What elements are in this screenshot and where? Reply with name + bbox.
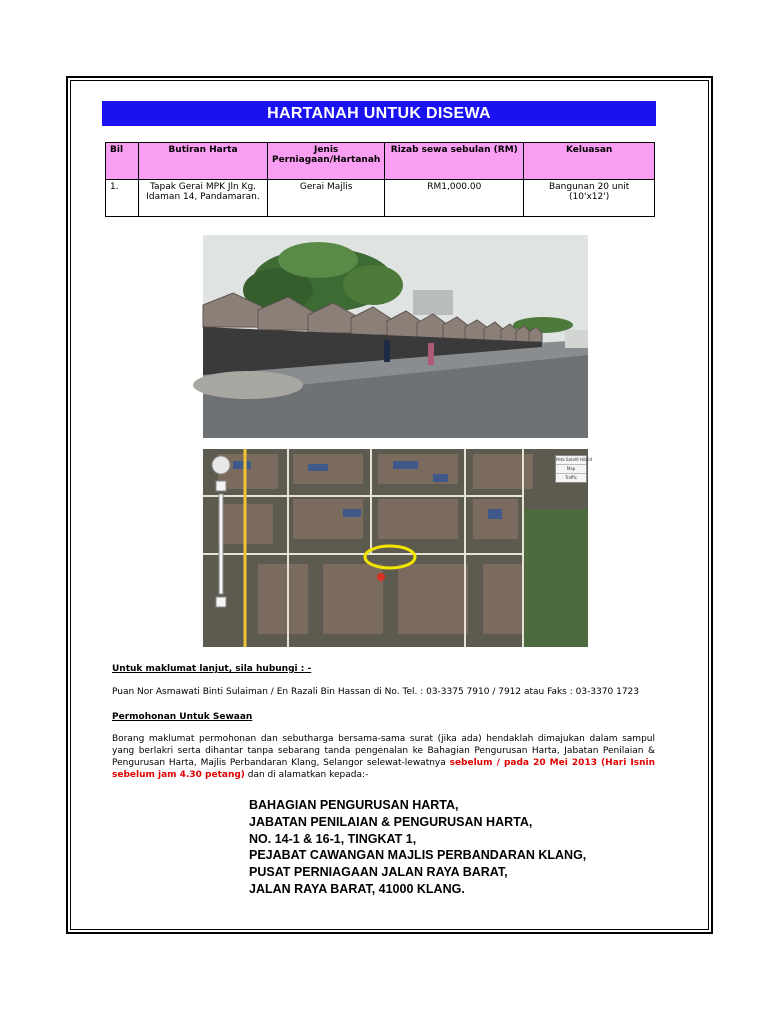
application-deadline: sebelum / pada 20 Mei 2013 (Hari Isnin sebelum jam 4.30 petang)	[112, 758, 655, 780]
col-header-jenis: Jenis Perniagaan/Hartanah	[268, 143, 385, 180]
col-header-bil: Bil	[106, 143, 139, 180]
site-photo	[203, 235, 588, 438]
address-line: PUSAT PERNIAGAAN JALAN RAYA BARAT,	[249, 865, 508, 880]
application-body-text-2: dan di alamatkan kepada:-	[244, 770, 369, 780]
contact-heading: Untuk maklumat lanjut, sila hubungi : -	[112, 664, 312, 674]
map-type-control[interactable]	[555, 455, 593, 483]
property-table	[105, 142, 655, 217]
address-line: JABATAN PENILAIAN & PENGURUSAN HARTA,	[249, 814, 533, 829]
page-title: HARTANAH UNTUK DISEWA	[102, 101, 656, 126]
map-type-map-option[interactable]: Map	[556, 465, 586, 474]
location-map[interactable]	[203, 449, 593, 647]
keluasan-line-2: (10'x12')	[569, 192, 610, 202]
address-line: BAHAGIAN PENGURUSAN HARTA,	[249, 798, 459, 812]
table-header-row	[106, 143, 655, 180]
col-header-keluasan: Keluasan	[524, 143, 655, 180]
col-header-butiran: Butiran Harta	[139, 143, 268, 180]
address-line: PEJABAT CAWANGAN MAJLIS PERBANDARAN KLANG,	[249, 848, 587, 863]
cell-bil: 1.	[106, 180, 139, 217]
keluasan-line-1: Bangunan 20 unit	[548, 182, 630, 192]
mailing-address	[249, 797, 586, 898]
map-type-satellite-toggle[interactable]: Peta Satelit Hibrid	[556, 456, 586, 465]
cell-keluasan	[524, 180, 655, 217]
application-body-text-1: Borang maklumat permohonan dan sebutharga bersama-sama surat (jika ada) hendaklah dimajukan dalam sampul yang berlakri serta dihantar tanpa sebarang tanda pengenalan ke Bahagian Pengurusan Harta, Jabatan Penilaian & Pengurusan Harta, Majlis Perbandaran Klang, Selangor selewat-lewatnya	[112, 734, 655, 768]
cell-butiran: Tapak Gerai MPK Jln Kg. Idaman 14, Pandamaran.	[139, 180, 268, 217]
application-body	[112, 733, 655, 781]
cell-jenis: Gerai Majlis	[268, 180, 385, 217]
cell-rizab: RM1,000.00	[385, 180, 524, 217]
application-heading: Permohonan Untuk Sewaan	[112, 712, 253, 722]
table-row	[106, 180, 655, 217]
address-line: NO. 14-1 & 16-1, TINGKAT 1,	[249, 831, 417, 846]
map-type-traffic-option[interactable]: Traffic	[564, 475, 578, 480]
address-line: JALAN RAYA BARAT, 41000 KLANG.	[249, 881, 465, 896]
col-header-rizab: Rizab sewa sebulan (RM)	[385, 143, 524, 180]
contact-details: Puan Nor Asmawati Binti Sulaiman / En Razali Bin Hassan di No. Tel. : 03-3375 7910 / 7912 atau Faks : 03-3370 1723	[112, 687, 639, 697]
